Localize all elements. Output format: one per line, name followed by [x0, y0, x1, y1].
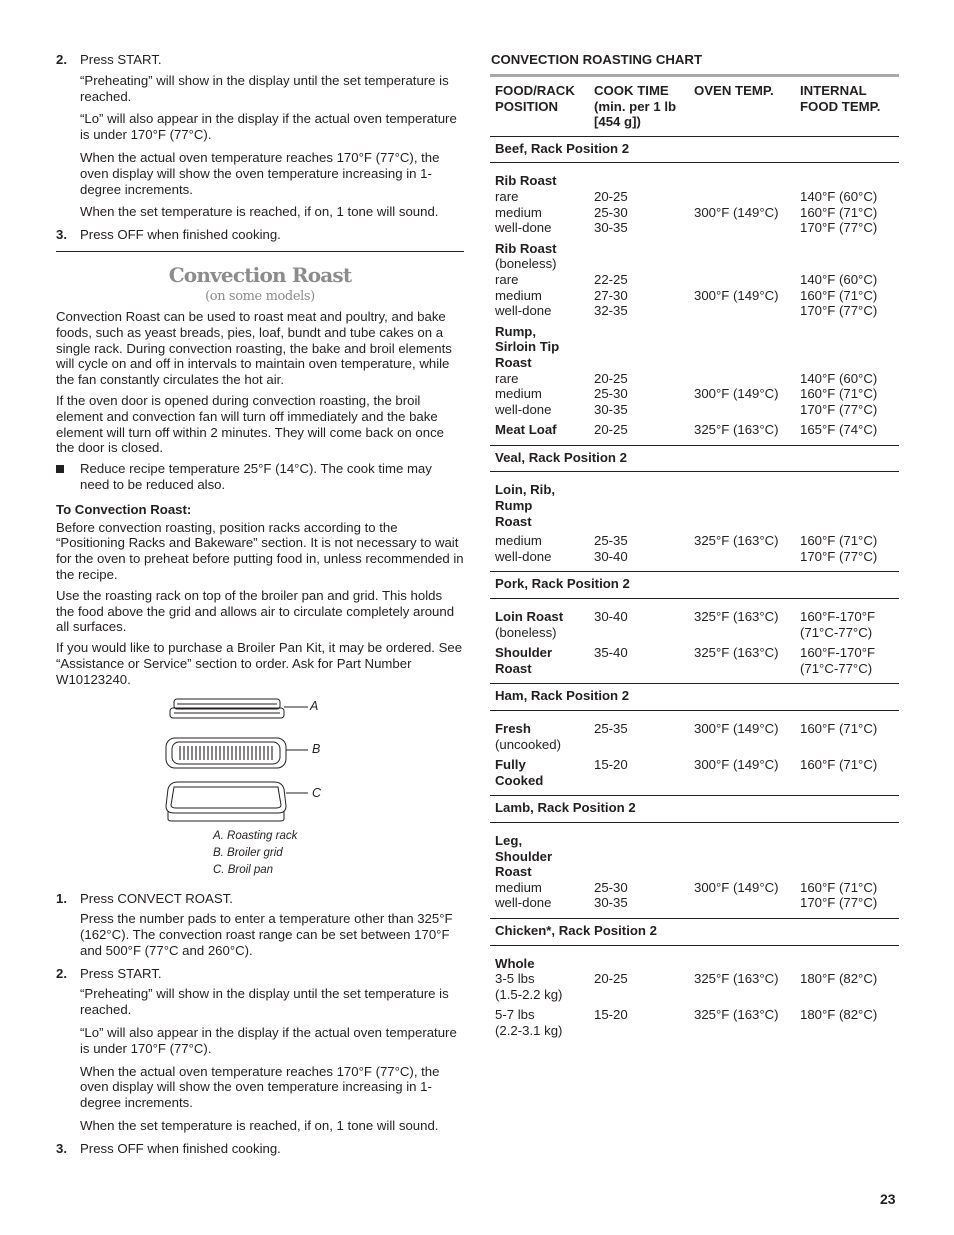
internal-temp: 160°F (71°C)	[800, 721, 878, 736]
table-row	[490, 417, 899, 445]
oven-value: 300°F (149°C)	[694, 879, 779, 895]
top-step-2	[56, 52, 464, 220]
internal-value: 170°F (77°C)	[800, 220, 878, 236]
step-number: 3.	[56, 1140, 67, 1156]
oven-value: 325°F (163°C)	[694, 971, 779, 987]
top-step-3	[56, 227, 464, 243]
doneness: medium	[495, 287, 542, 303]
caption-broiler-grid: B. Broiler grid	[213, 846, 283, 859]
food-name-text: Rump,	[495, 323, 537, 339]
time-value: 30-35	[594, 895, 628, 911]
time-value: 30-35	[594, 401, 628, 417]
food-name-text: Cooked	[495, 772, 544, 788]
left-column	[56, 52, 464, 1164]
internal-value: (71°C-77°C)	[800, 660, 873, 676]
category-lamb: Lamb, Rack Position 2	[490, 796, 899, 823]
time-value: 22-25	[594, 271, 628, 287]
doneness: well-done	[495, 895, 552, 911]
cook-time: 15-20	[589, 752, 689, 796]
doneness: well-done	[495, 401, 552, 417]
broiler-grid-icon	[166, 738, 308, 768]
internal-temp: 165°F (74°C)	[795, 417, 899, 445]
step-number: 2.	[56, 965, 67, 981]
food-note: (uncooked)	[495, 736, 561, 752]
internal-value: 170°F (77°C)	[800, 895, 878, 911]
food-note: (boneless)	[495, 256, 557, 272]
category-row	[490, 136, 899, 163]
time-value: 32-35	[594, 303, 628, 319]
oven-temp: 325°F (163°C)	[694, 609, 779, 625]
food-name-text: Loin Roast	[495, 609, 564, 625]
broiler-pan-figure	[56, 693, 464, 879]
step-paragraph: When the actual oven temperature reaches 170°F (77°C), the oven display will show the oven temperature increasing in 1-degree increments.	[80, 149, 440, 197]
weight: (2.2-3.1 kg)	[495, 1022, 563, 1038]
doneness: well-done	[495, 303, 552, 319]
table-row	[490, 163, 899, 236]
table-row	[490, 472, 899, 572]
food-name-text: Leg,	[495, 832, 523, 848]
category-row	[490, 796, 899, 823]
oven-temp	[689, 822, 795, 918]
internal-value: 170°F (77°C)	[800, 401, 878, 417]
header-oven-temp: OVEN TEMP.	[689, 77, 795, 136]
step-paragraph: “Preheating” will show in the display until the set temperature is reached.	[80, 986, 449, 1018]
category-beef: Beef, Rack Position 2	[490, 136, 899, 163]
time-value: 25-30	[594, 879, 628, 895]
food-name-text: Shoulder	[495, 645, 553, 661]
internal-value: 170°F (77°C)	[800, 548, 878, 564]
food-name-text: Rib Roast	[495, 240, 557, 256]
category-row	[490, 684, 899, 711]
food-name: Meat Loaf	[490, 417, 589, 445]
food-name-text: Rump	[495, 498, 533, 514]
weight: (1.5-2.2 kg)	[495, 986, 563, 1002]
step-paragraph: Press the number pads to enter a temperature other than 325°F (162°C). The convection roast range can be set between 170°F and 500°F (77°C and 260°C).	[80, 911, 453, 958]
internal-value: 180°F (82°C)	[800, 971, 878, 987]
intro-paragraph: Convection Roast can be used to roast meat and poultry, and bake foods, such as yeast breads, pies, loaf, bundt and tube cakes on a single rack. During convection roasting, the bake and broil elements will cycle on and off in intervals to maintain oven temperature, while the fan constantly circulates the hot air.	[56, 308, 452, 388]
category-row	[490, 918, 899, 945]
bullet-square-icon	[56, 465, 64, 473]
food-name-text: Fresh	[495, 721, 531, 736]
doneness: rare	[495, 188, 519, 204]
internal-value: 160°F (71°C)	[800, 386, 878, 402]
caption-roasting-rack: A. Roasting rack	[213, 829, 298, 842]
internal-value: 160°F-170°F	[800, 609, 876, 625]
label-a: A	[310, 698, 319, 713]
cook-time	[589, 236, 689, 319]
food-note: (boneless)	[495, 624, 557, 640]
category-chicken: Chicken*, Rack Position 2	[490, 918, 899, 945]
food-name-text: Rib Roast	[495, 173, 557, 189]
bullet-item	[56, 461, 464, 493]
food-name	[490, 1002, 589, 1038]
internal-temp	[795, 822, 899, 918]
internal-temp	[795, 236, 899, 319]
label-b: B	[312, 741, 321, 756]
broil-pan-icon	[166, 782, 308, 821]
bullet-text: Reduce recipe temperature 25°F (14°C). The cook time may need to be reduced also.	[80, 461, 432, 492]
oven-temp: 325°F (163°C)	[689, 640, 795, 684]
chart-title: CONVECTION ROASTING CHART	[491, 52, 702, 67]
oven-temp	[689, 319, 795, 418]
time-value: 20-25	[594, 370, 628, 386]
caption-broil-pan: C. Broil pan	[213, 863, 274, 876]
time-value: 30-40	[594, 548, 628, 564]
weight: 3-5 lbs	[495, 971, 535, 987]
table-row	[490, 640, 899, 684]
food-name-text: Roast	[495, 864, 532, 880]
internal-temp	[795, 640, 899, 684]
food-name	[490, 163, 589, 236]
step-text: Press OFF when finished cooking.	[80, 227, 281, 243]
category-ham: Ham, Rack Position 2	[490, 684, 899, 711]
internal-temp: 160°F (71°C)	[795, 752, 899, 796]
cook-time	[589, 319, 689, 418]
internal-temp	[795, 599, 899, 641]
section-divider	[56, 251, 464, 252]
table-row	[490, 236, 899, 319]
food-name-text: Fully	[495, 757, 526, 773]
oven-temp: 300°F (149°C)	[689, 752, 795, 796]
weight: 5-7 lbs	[495, 1007, 535, 1023]
oven-value: 300°F (149°C)	[694, 386, 779, 402]
step-paragraph: “Preheating” will show in the display until the set temperature is reached.	[80, 72, 449, 104]
time-value: 20-25	[594, 971, 628, 987]
oven-temp	[689, 945, 795, 1002]
header-cook-time: COOK TIME (min. per 1 lb [454 g])	[589, 77, 689, 136]
cook-time: 25-35	[594, 721, 628, 736]
cook-time	[589, 472, 689, 572]
intro-paragraph: If the oven door is opened during convection roasting, the broil element and convection fan will turn off immediately and the bake element will turn off within 2 minutes. They will come back on once the door is closed.	[56, 392, 444, 456]
doneness: rare	[495, 370, 519, 386]
table-row	[490, 945, 899, 1002]
internal-temp: 180°F (82°C)	[800, 1007, 878, 1023]
step-text: Press OFF when finished cooking.	[80, 1140, 281, 1156]
roasting-rack-icon	[170, 699, 308, 718]
food-name-text: Sirloin Tip	[495, 339, 560, 355]
category-veal: Veal, Rack Position 2	[490, 445, 899, 472]
food-name	[490, 752, 589, 796]
food-name	[490, 640, 589, 684]
food-name-text: Roast	[495, 660, 532, 676]
page-number: 23	[880, 1191, 896, 1207]
oven-value: 325°F (163°C)	[694, 533, 779, 549]
food-name	[490, 472, 589, 572]
section-body	[56, 309, 464, 688]
oven-temp	[689, 472, 795, 572]
step-text: Press CONVECT ROAST.	[80, 890, 233, 906]
subheading: To Convection Roast:	[56, 501, 192, 517]
doneness: well-done	[495, 220, 552, 236]
table-row	[490, 752, 899, 796]
section-subtitle: (on some models)	[205, 288, 315, 304]
food-name	[490, 945, 589, 1002]
internal-value: 160°F (71°C)	[800, 533, 878, 549]
step-number: 3.	[56, 227, 67, 243]
food-name-text: Loin, Rib,	[495, 482, 556, 498]
internal-value: 160°F (71°C)	[800, 204, 878, 220]
table-row	[490, 1002, 899, 1038]
food-name	[490, 236, 589, 319]
header-food: FOOD/RACK POSITION	[490, 77, 589, 136]
cook-time: 20-25	[589, 417, 689, 445]
table-row	[490, 599, 899, 641]
table-header-row	[490, 77, 899, 136]
time-value: 25-30	[594, 204, 628, 220]
oven-temp: 325°F (163°C)	[694, 1007, 779, 1023]
table-row	[490, 711, 899, 753]
internal-value: (71°C-77°C)	[800, 624, 873, 640]
time-value: 25-35	[594, 533, 628, 549]
category-row	[490, 445, 899, 472]
internal-value: 140°F (60°C)	[800, 188, 878, 204]
right-column	[490, 52, 899, 1039]
internal-temp	[795, 472, 899, 572]
internal-temp	[795, 945, 899, 1002]
oven-temp	[689, 236, 795, 319]
step-paragraph: When the set temperature is reached, if on, 1 tone will sound.	[80, 204, 439, 220]
instruction-paragraph: Before convection roasting, position racks according to the “Positioning Racks and Bakeware” section. It is not necessary to wait for the oven to preheat before putting food in, unless recommended in the recipe.	[56, 519, 464, 582]
doneness: medium	[495, 533, 542, 549]
cook-time	[589, 822, 689, 918]
doneness: medium	[495, 386, 542, 402]
doneness: rare	[495, 271, 519, 287]
time-value: 30-35	[594, 220, 628, 236]
step-1	[56, 891, 464, 959]
internal-value: 170°F (77°C)	[800, 303, 878, 319]
food-name-text: Whole	[495, 955, 535, 971]
internal-value: 140°F (60°C)	[800, 271, 878, 287]
internal-value: 140°F (60°C)	[800, 370, 878, 386]
step-number: 2.	[56, 52, 67, 67]
food-name	[490, 599, 589, 641]
step-paragraph: When the set temperature is reached, if on, 1 tone will sound.	[80, 1118, 439, 1134]
cook-time: 30-40	[594, 609, 628, 625]
food-name-text: Roast	[495, 354, 532, 370]
internal-value: 160°F (71°C)	[800, 879, 878, 895]
doneness: well-done	[495, 548, 552, 564]
oven-temp: 300°F (149°C)	[694, 721, 779, 736]
table-row	[490, 319, 899, 418]
food-name-text: Roast	[495, 513, 532, 529]
category-pork: Pork, Rack Position 2	[490, 572, 899, 599]
instruction-paragraph: Use the roasting rack on top of the broiler pan and grid. This holds the food above the grid and allows air to circulate completely around all surfaces.	[56, 587, 455, 635]
table-row	[490, 822, 899, 918]
food-name	[490, 711, 589, 753]
label-c: C	[312, 785, 322, 800]
oven-value: 300°F (149°C)	[694, 287, 779, 303]
oven-temp	[689, 163, 795, 236]
internal-temp	[795, 163, 899, 236]
internal-value: 160°F (71°C)	[800, 287, 878, 303]
cook-time	[589, 163, 689, 236]
step-paragraph: When the actual oven temperature reaches 170°F (77°C), the oven display will show the oven temperature increasing in 1-degree increments.	[80, 1063, 440, 1111]
internal-temp	[795, 319, 899, 418]
time-value: 25-30	[594, 386, 628, 402]
time-value: 27-30	[594, 287, 628, 303]
convection-roasting-table	[490, 77, 899, 1039]
cook-time: 35-40	[589, 640, 689, 684]
section-title: Convection Roast	[168, 262, 352, 287]
internal-value: 160°F-170°F	[800, 645, 876, 661]
oven-value: 300°F (149°C)	[694, 204, 779, 220]
oven-temp: 325°F (163°C)	[689, 417, 795, 445]
food-name-text: Shoulder	[495, 848, 553, 864]
step-text: Press START.	[80, 965, 162, 981]
step-number: 1.	[56, 890, 67, 906]
time-value: 20-25	[594, 188, 628, 204]
cook-time: 15-20	[594, 1007, 628, 1023]
header-internal-temp: INTERNAL FOOD TEMP.	[795, 77, 899, 136]
category-row	[490, 572, 899, 599]
step-text: Press START.	[80, 52, 162, 67]
instruction-paragraph: If you would like to purchase a Broiler Pan Kit, it may be ordered. See “Assistance or Service” section to order. Ask for Part Number W10123240.	[56, 640, 463, 687]
food-name	[490, 822, 589, 918]
step-paragraph: “Lo” will also appear in the display if the actual oven temperature is under 170°F (77°C).	[80, 1025, 457, 1056]
step-2	[56, 966, 464, 1134]
step-3	[56, 1141, 464, 1157]
doneness: medium	[495, 204, 542, 220]
food-name	[490, 319, 589, 418]
step-paragraph: “Lo” will also appear in the display if the actual oven temperature is under 170°F (77°C).	[80, 111, 457, 143]
cook-time	[589, 945, 689, 1002]
doneness: medium	[495, 879, 542, 895]
